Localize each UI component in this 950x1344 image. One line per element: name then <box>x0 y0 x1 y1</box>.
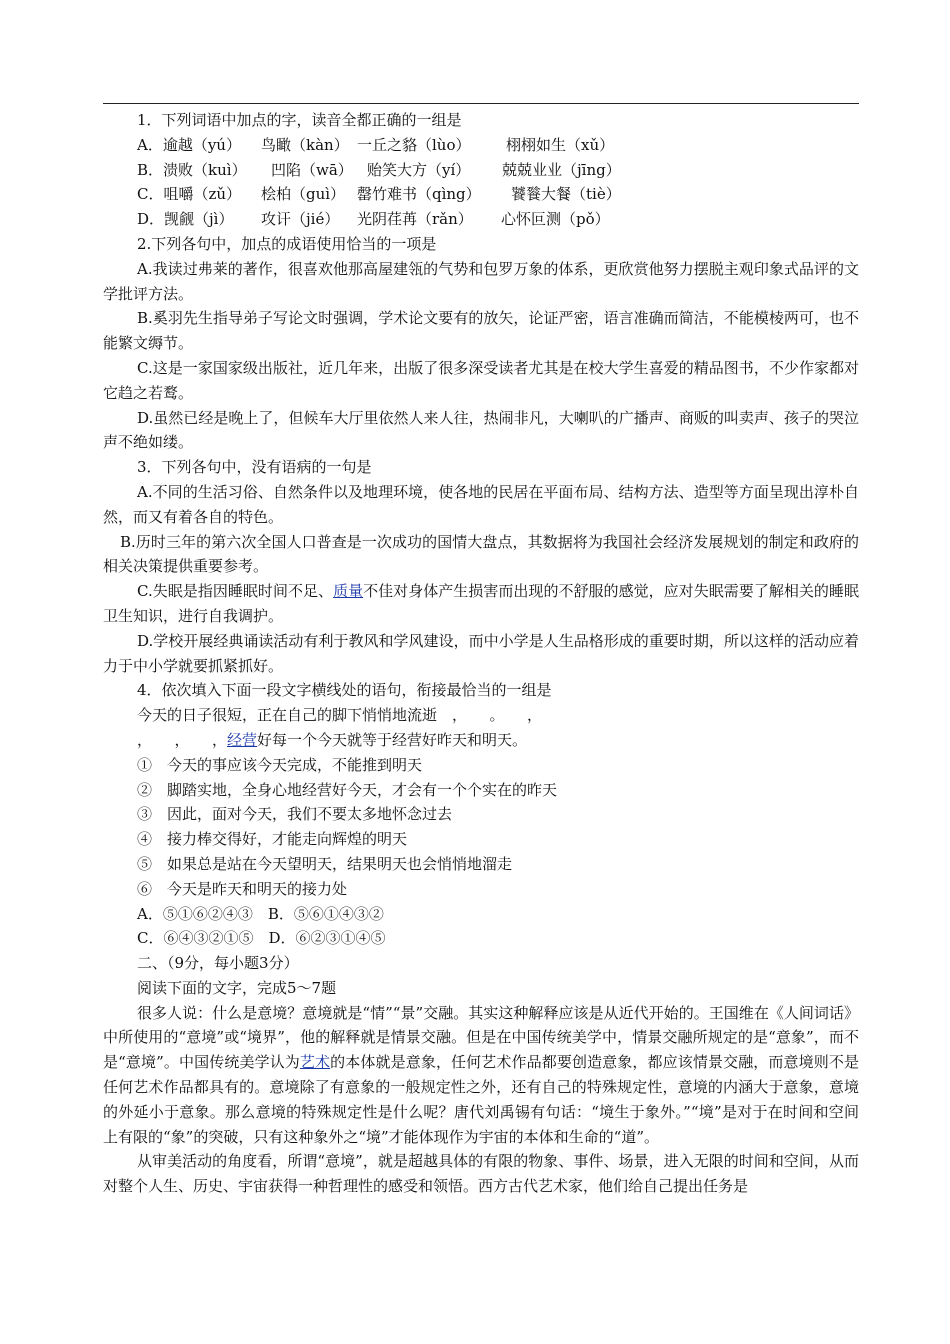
q4-passage-line2: ， ， ，经营好每一个今天就等于经营好昨天和明天。 <box>137 730 528 749</box>
q4-item: ⑤ 如果总是站在今天望明天，结果明天也会悄悄地溜走 <box>137 854 513 873</box>
q4-options-cd: C．⑥④③②①⑤ D．⑥②③①④⑤ <box>137 929 386 948</box>
section2-heading: 二、（9分，每小题3分） <box>137 954 299 973</box>
q3-option-d: D.学校开展经典诵读活动有利于教风和学风建设，而中小学是人生品格形成的重要时期，所以这样的活动应着力于中小学就要抓紧抓好。 <box>103 631 859 675</box>
q2-option-b: B.奚羽先生指导弟子写论文时强调，学术论文要有的放矢，论证严密，语言准确而简洁，不能模棱两可，也不能繁文缛节。 <box>103 309 859 353</box>
exam-page <box>103 108 859 1199</box>
q4-item: ③ 因此，面对今天，我们不要太多地怀念过去 <box>137 805 453 824</box>
q4-options-ab: A．⑤①⑥②④③ B．⑤⑥①④③② <box>137 904 384 923</box>
manage-link[interactable]: 经营 <box>227 730 258 749</box>
q2-stem: 2.下列各句中，加点的成语使用恰当的一项是 <box>137 234 437 253</box>
q4-item: ② 脚踏实地，全身心地经营好今天，才会有一个个实在的昨天 <box>137 780 558 799</box>
q3-option-a: A.不同的生活习俗、自然条件以及地理环境，使各地的民居在平面布局、结构方法、造型等方面呈现出淳朴自然，而又有着各自的特色。 <box>103 482 859 526</box>
q1-option-a: A．逾越（yú） 鸟瞰（kàn） 一丘之貉（lùo） 栩栩如生（xǔ） <box>137 135 615 154</box>
q2-option-c: C.这是一家国家级出版社，近几年来，出版了很多深受读者尤其是在校大学生喜爱的精品图书，不少作家都对它趋之若鹜。 <box>103 358 859 402</box>
q2-option-a: A.我读过弗莱的著作，很喜欢他那高屋建瓴的气势和包罗万象的体系，更欣赏他努力摆脱主观印象式品评的文学批评方法。 <box>103 259 859 303</box>
q3-option-c: C.失眠是指因睡眠时间不足、质量不佳对身体产生损害而出现的不舒服的感觉，应对失眠需要了解相关的睡眠卫生知识，进行自我调护。 <box>103 582 859 625</box>
q1-stem: 1．下列词语中加点的字，读音全都正确的一组是 <box>137 111 462 129</box>
reading-paragraph-1: 很多人说：什么是意境？意境就是“情”“景”交融。其实这种解释应该是从近代开始的。王国维在《人间词话》中所使用的“意境”或“境界”，他的解释就是情景交融。但是在中国传统美学中，情景交融所规定的是“意象”，而不是“意境”。中国传统美学认为艺术的本体就是意象，任何艺术作品都要创造意象，都应该情景交融，而意境则不是任何艺术作品都具有的。意境除了有意象的一般规定性之外，还有自己的特殊规定性，意境的内涵大于意象，意境的外延小于意象。那么意境的特殊规定性是什么呢？唐代刘禹锡有句话：“境生于象外。”“境”是对于在时间和空间上有限的“象”的突破，只有这种象外之“境”才能体现作为宇宙的本体和生命的“道”。 <box>103 1003 859 1146</box>
q4-passage-line1: 今天的日子很短，正在自己的脚下悄悄地流逝 ， 。 ， <box>137 706 543 725</box>
q2-option-d: D.虽然已经是晚上了，但候车大厅里依然人来人往，热闹非凡，大喇叭的广播声、商贩的叫卖声、孩子的哭泣声不绝如缕。 <box>103 408 859 452</box>
quality-link[interactable]: 质量 <box>333 582 364 601</box>
q1-option-b: B．溃败（kuì） 凹陷（wā） 贻笑大方（yí） 兢兢业业（jīng） <box>137 160 621 179</box>
header-rule <box>103 103 859 104</box>
q3-option-b: B.历时三年的第六次全国人口普查是一次成功的国情大盘点，其数据将为我国社会经济发展规划的制定和政府的相关决策提供重要参考。 <box>103 532 859 576</box>
q3-stem: 3．下列各句中，没有语病的一句是 <box>137 458 372 477</box>
q4-item: ① 今天的事应该今天完成，不能推到明天 <box>137 755 423 774</box>
section2-instruction: 阅读下面的文字，完成5～7题 <box>137 978 337 997</box>
q4-item: ⑥ 今天是昨天和明天的接力处 <box>137 879 348 898</box>
art-link[interactable]: 艺术 <box>299 1053 331 1072</box>
q1-option-c: C．咀嚼（zǔ） 桧柏（guì） 罄竹难书（qìng） 饕餮大餐（tiè） <box>137 185 621 204</box>
reading-paragraph-2: 从审美活动的角度看，所谓“意境”，就是超越具体的有限的物象、事件、场景，进入无限的时间和空间，从而对整个人生、历史、宇宙获得一种哲理性的感受和领悟。西方古代艺术家，他们给自己提出任务是 <box>103 1152 859 1196</box>
q4-stem: 4．依次填入下面一段文字横线处的语句，衔接最恰当的一组是 <box>137 681 552 700</box>
q4-item: ④ 接力棒交得好，才能走向辉煌的明天 <box>137 830 408 849</box>
q1-option-d: D．觊觎（jì） 攻讦（jié） 光阴荏苒（rǎn） 心怀叵测（pǒ） <box>137 210 610 229</box>
